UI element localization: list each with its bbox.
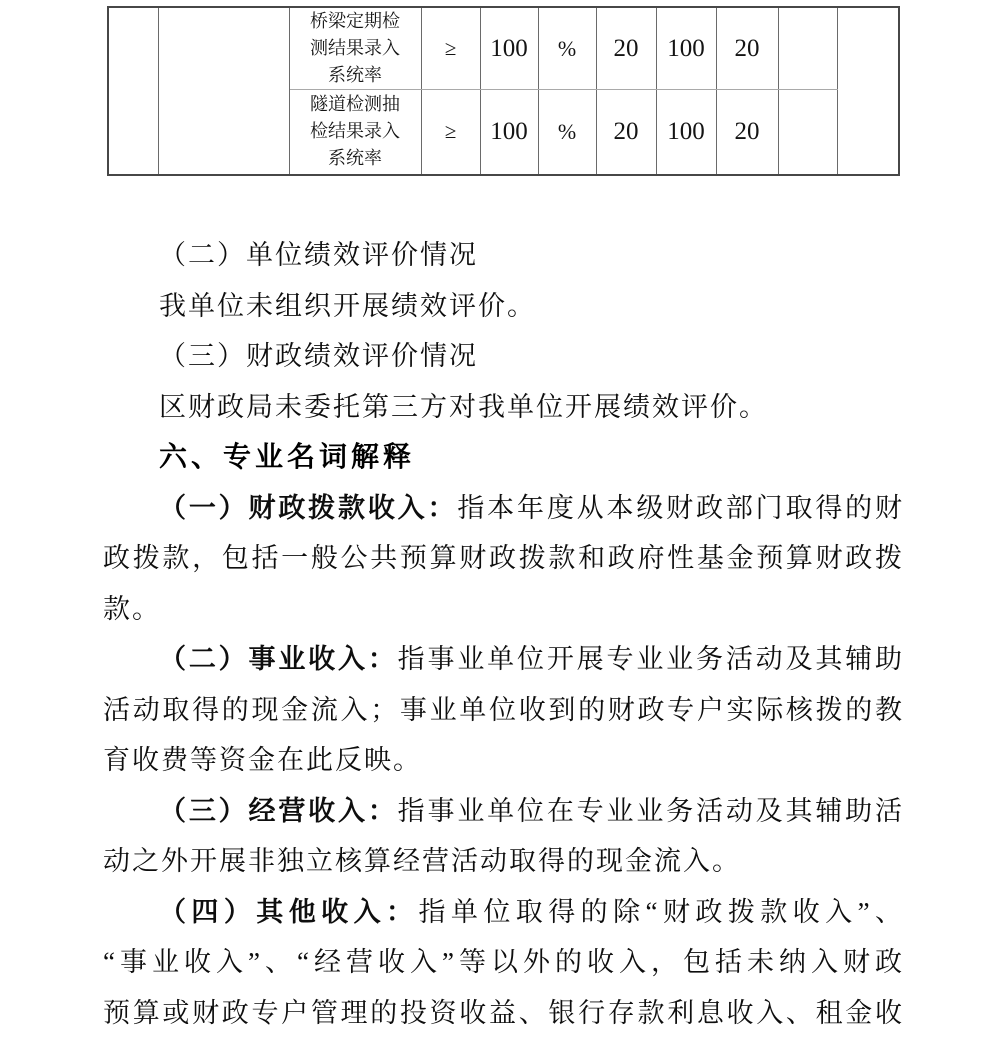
table-cell-blank	[778, 90, 837, 175]
body-line: 区财政局未委托第三方对我单位开展绩效评价。	[103, 382, 902, 433]
body-line	[103, 634, 902, 685]
comparison-operator-cell: ≥	[421, 90, 480, 175]
term-label: （三）经营收入：	[159, 796, 398, 826]
comparison-operator-cell: ≥	[421, 7, 480, 90]
unit-cell: %	[538, 90, 596, 175]
body-line: 政拨款，包括一般公共预算财政拨款和政府性基金预算财政拨	[103, 533, 902, 584]
body-line: 预算或财政专户管理的投资收益、银行存款利息收入、租金收	[103, 988, 902, 1038]
target-value-cell: 100	[480, 7, 538, 90]
target-value-cell: 100	[480, 90, 538, 175]
body-line: 我单位未组织开展绩效评价。	[103, 281, 902, 332]
body-line: 动之外开展非独立核算经营活动取得的现金流入。	[103, 836, 902, 887]
body-line: 款。	[103, 584, 902, 635]
section-heading-glossary: 六、专业名词解释	[103, 432, 902, 483]
body-line: 育收费等资金在此反映。	[103, 735, 902, 786]
table-cell-blank-right-merged	[837, 7, 899, 175]
subsection-heading-unit-eval: （二）单位绩效评价情况	[103, 230, 902, 281]
body-line: 活动取得的现金流入；事业单位收到的财政专户实际核拨的教	[103, 685, 902, 736]
body-line	[103, 887, 902, 938]
actual-value-cell: 100	[656, 7, 716, 90]
indicator-name-cell: 隧道检测抽检结果录入系统率	[289, 90, 421, 175]
body-text	[103, 230, 902, 1038]
table-cell-blank	[778, 7, 837, 90]
body-line: “事业收入”、“经营收入”等以外的收入，包括未纳入财政	[103, 937, 902, 988]
weight-cell: 20	[596, 90, 656, 175]
body-line	[103, 786, 902, 837]
term-definition: 指事业单位在专业业务活动及其辅助活	[398, 796, 902, 826]
table-cell-blank-left-1	[108, 7, 158, 175]
term-definition: 指单位取得的除“财政拨款收入”、	[419, 897, 903, 927]
term-label: （四）其他收入：	[159, 897, 419, 927]
performance-indicator-table	[107, 6, 900, 176]
term-label: （一）财政拨款收入：	[159, 493, 457, 523]
term-definition: 指本年度从本级财政部门取得的财	[457, 493, 902, 523]
term-label: （二）事业收入：	[159, 644, 398, 674]
unit-cell: %	[538, 7, 596, 90]
score-cell: 20	[716, 7, 778, 90]
indicator-name-cell: 桥梁定期检测结果录入系统率	[289, 7, 421, 90]
term-definition: 指事业单位开展专业业务活动及其辅助	[398, 644, 902, 674]
body-line	[103, 483, 902, 534]
actual-value-cell: 100	[656, 90, 716, 175]
table-cell-blank-left-2	[158, 7, 289, 175]
subsection-heading-fiscal-eval: （三）财政绩效评价情况	[103, 331, 902, 382]
score-cell: 20	[716, 90, 778, 175]
weight-cell: 20	[596, 7, 656, 90]
